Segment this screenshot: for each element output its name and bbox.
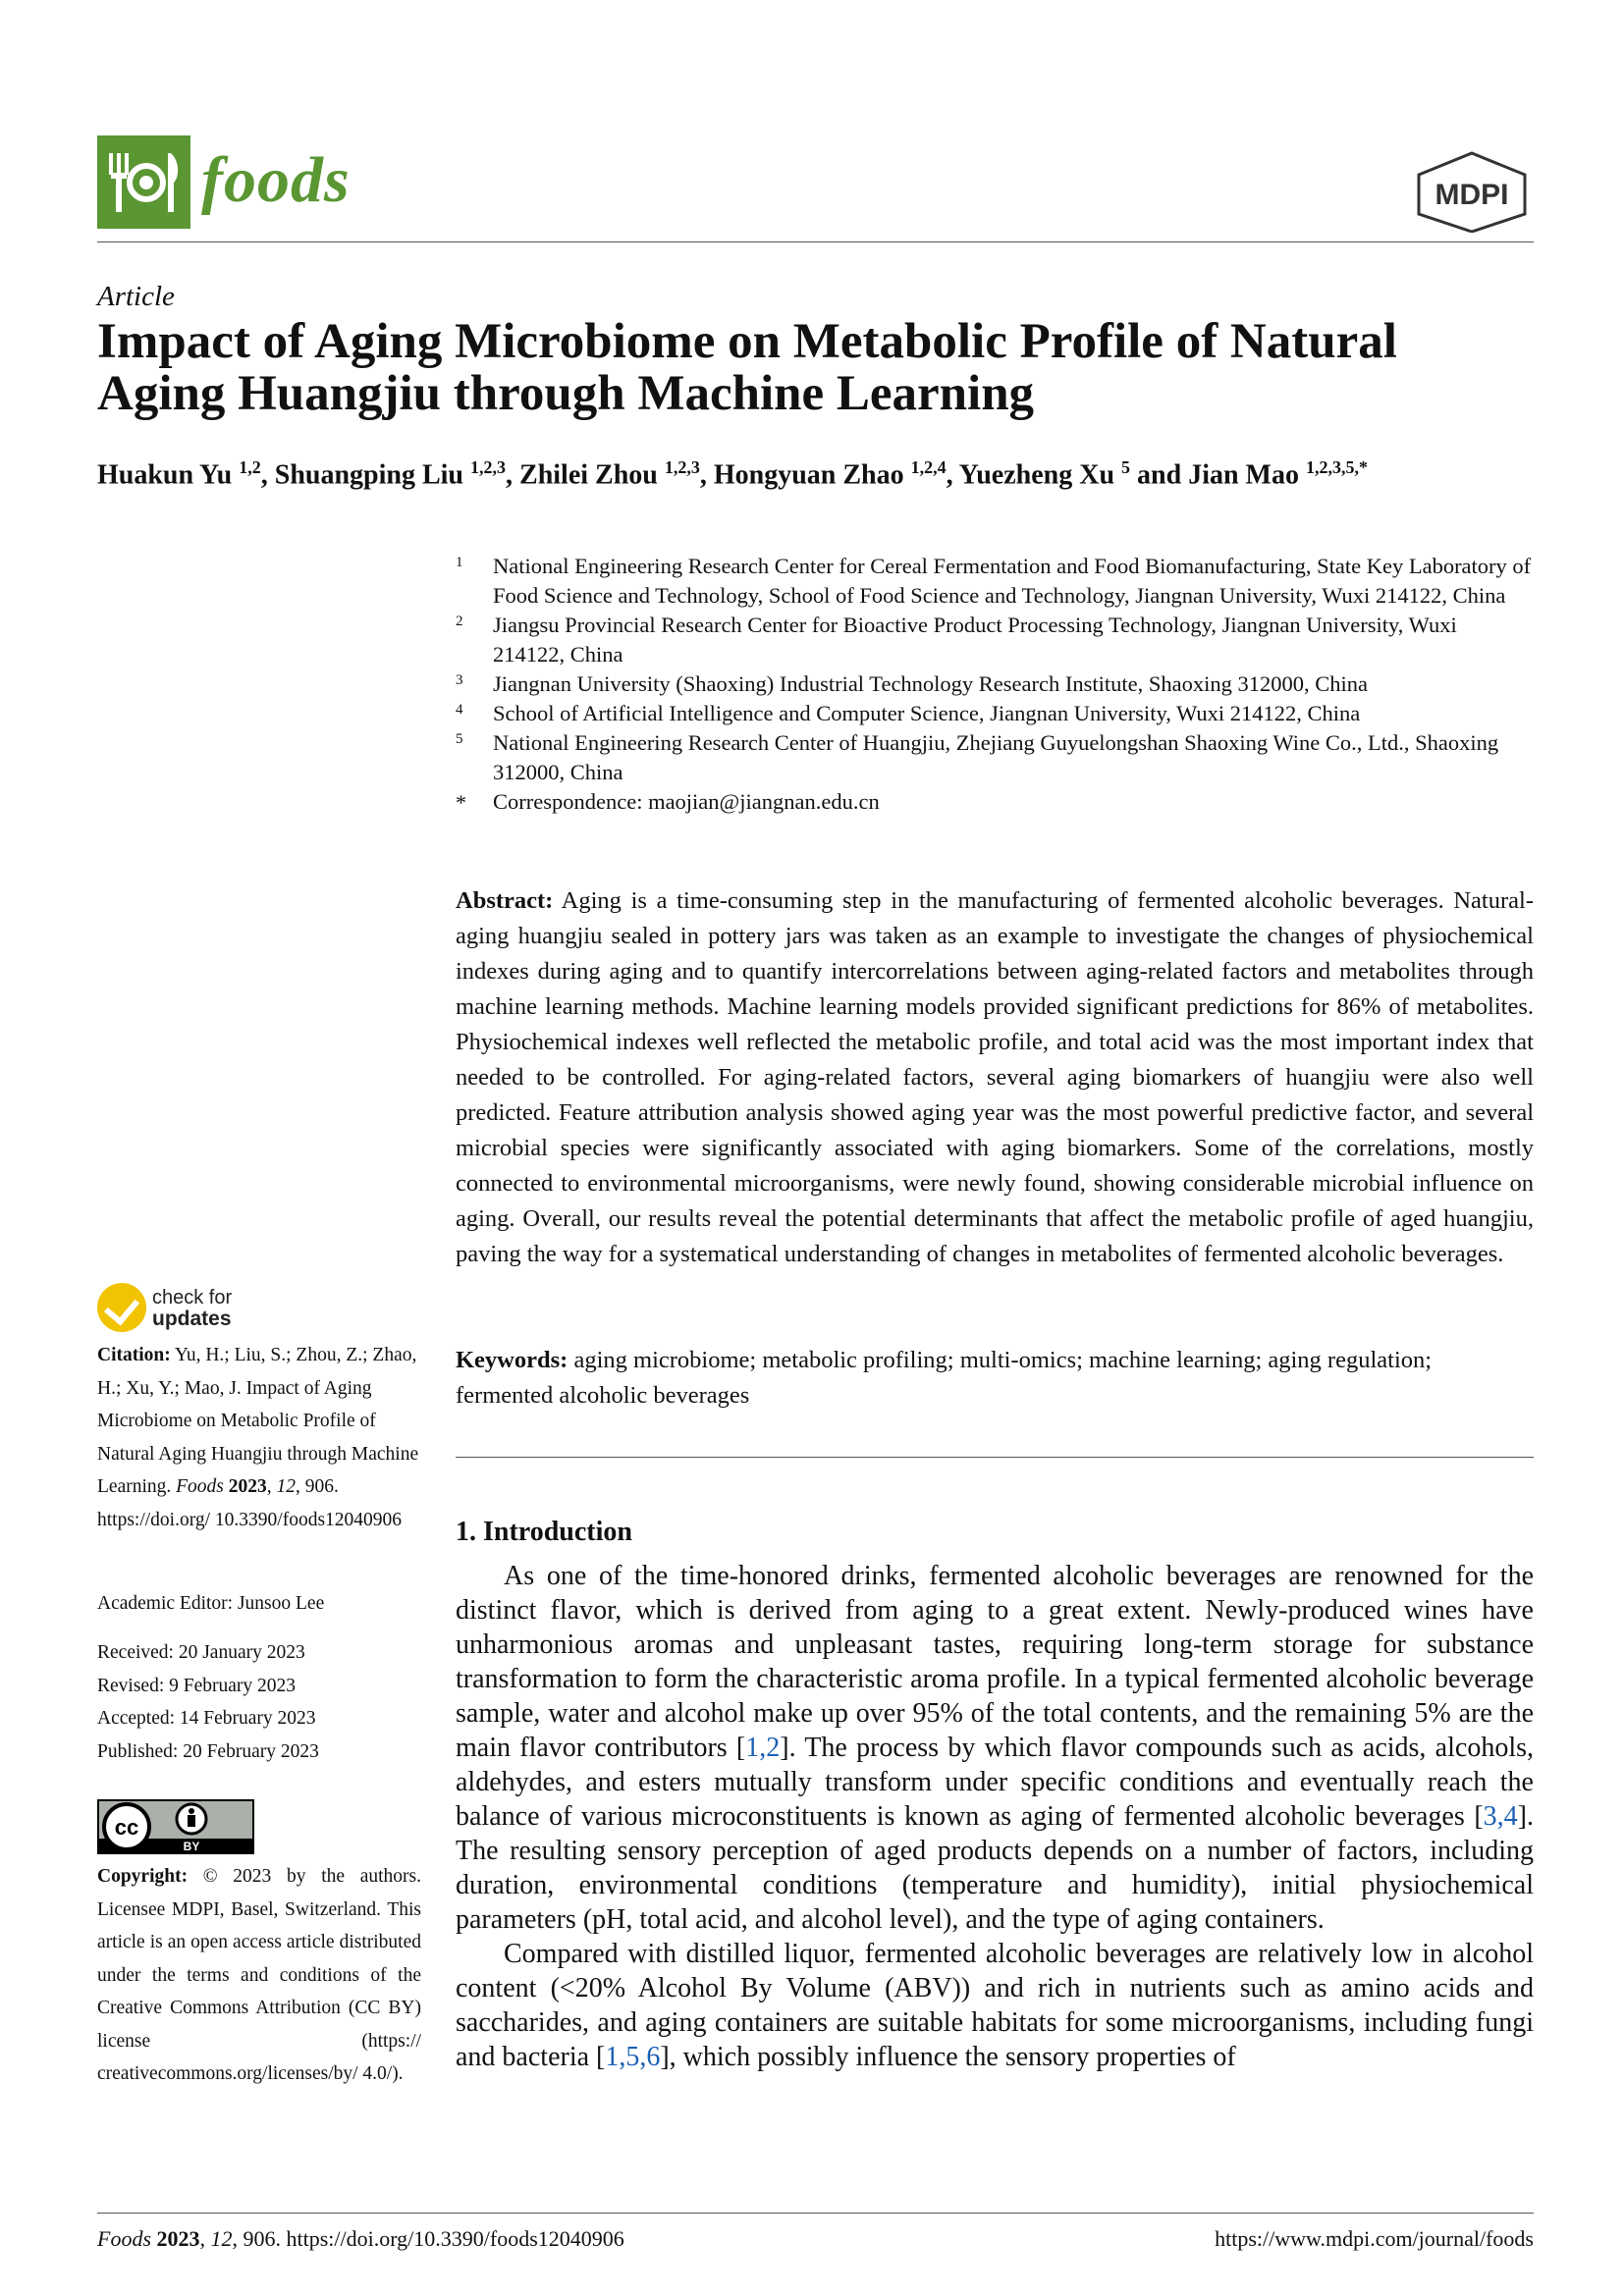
affiliation-item (452, 611, 1534, 669)
date-accepted: Accepted: 14 February 2023 (97, 1708, 316, 1729)
citation-link[interactable]: 1,5,6 (605, 2042, 661, 2072)
paragraph-text: ]. The process by which flavor compounds such as acids, alcohols, aldehydes, and esters mutually transform under specific conditions and eventually reach the balance of various microconstituents is known as aging of fermented alcoholic beverages [ (456, 1733, 1534, 1832)
affiliation-mark: 3 (456, 672, 463, 688)
affiliation-text: Jiangsu Provincial Research Center for Bioactive Product Processing Technology, Jiangnan University, Wuxi 214122, China (493, 613, 1457, 667)
publication-dates (97, 1636, 421, 1768)
author-affil-sup: 1,2,3 (470, 457, 507, 477)
abstract (456, 883, 1534, 1272)
affiliation-list (452, 552, 1534, 817)
author-name: Jian Mao (1188, 459, 1299, 491)
fork-plate-knife-icon (97, 135, 190, 229)
check-for-updates-button[interactable] (97, 1283, 254, 1338)
academic-editor: Academic Editor: Junsoo Lee (97, 1593, 325, 1614)
footer-divider (97, 2213, 1534, 2214)
author-name: Huakun Yu (97, 459, 233, 491)
copyright-label: Copyright: (97, 1866, 189, 1887)
footer-volume: 12 (210, 2226, 233, 2251)
mdpi-logo (1411, 149, 1534, 233)
check-updates-label (152, 1287, 232, 1330)
intro-paragraph (456, 1937, 1534, 2074)
check-updates-line2: updates (152, 1308, 232, 1330)
author-name: Hongyuan Zhao (713, 459, 904, 491)
abstract-text: Aging is a time-consuming step in the manufacturing of fermented alcoholic beverages. Natural-aging huangjiu sealed in pottery jars was taken as an example to investigate the changes of physiochemical indexes during aging and to quantify intercorrelations between aging-related factors and metabolites through machine learning methods. Machine learning models provided significant predictions for 86% of metabolites. Physiochemical indexes well reflected the metabolic profile, and total acid was the most important index that needed to be controlled. For aging-related factors, several aging biomarkers of huangjiu were also well predicted. Feature attribution analysis showed aging year was the most powerful predictive factor, and several microbial species were significantly associated with aging biomarkers. Some of the correlations, mostly connected to environmental microorganisms, were newly found, showing considerable microbial influence on aging. Overall, our results reveal the potential determinants that affect the metabolic profile of aged huangjiu, paving the way for a systematical understanding of changes in metabolites of fermented alcoholic beverages. (456, 887, 1534, 1267)
footer-year: 2023 (156, 2226, 200, 2251)
check-updates-line1: check for (152, 1287, 233, 1308)
affiliation-mark: 5 (456, 731, 463, 747)
author-affil-sup: 1,2,4 (910, 457, 947, 477)
citation-link[interactable]: 3,4 (1483, 1801, 1518, 1832)
footer-journal: Foods (97, 2226, 151, 2251)
paragraph-text: As one of the time-honored drinks, fermented alcoholic beverages are renowned for the distinct flavor, which is derived from aging to a great extent. Newly-produced wines have unharmonious aromas and unpleasant tastes, requiring long-term storage for substance transformation to form the characteristic aroma profile. In a typical fermented alcoholic beverage sample, water and alcohol make up over 95% of the total contents, and the remaining 5% are the main flavor contributors [ (456, 1561, 1534, 1763)
section-divider (456, 1457, 1534, 1458)
svg-text:cc: cc (114, 1815, 139, 1840)
affiliation-item (452, 552, 1534, 611)
citation-text: Yu, H.; Liu, S.; Zhou, Z.; Zhao, H.; Xu, Y.; Mao, J. Impact of Aging Microbiome on Metabolic Profile of Natural Aging Huangjiu through Machine Learning. (97, 1345, 419, 1497)
copyright-notice (97, 1860, 421, 2091)
author-name: Zhilei Zhou (519, 459, 658, 491)
paragraph-text: Compared with distilled liquor, fermented alcoholic beverages are relatively low in alcohol content (<20% Alcohol By Volume (ABV)) and rich in nutrients such as amino acids and saccharides, and aging containers are suitable habitats for some microorganisms, including fungi and bacteria [ (456, 1939, 1534, 2072)
author-list: Huakun Yu $^{1,2}$, Shuangping Liu $^{1,2,3}$, Zhilei Zhou $^{1,2,3}$, Hongyuan Zhao $^{1,2,4}$, Yuezheng Xu $^5$ and Jian Mao $^{1,2,3,5,*}$ (97, 457, 1368, 491)
affiliation-text: National Engineering Research Center of Huangjiu, Zhejiang Guyuelongshan Shaoxing Wine Co., Ltd., Shaoxing 312000, China (493, 730, 1499, 784)
author-affil-sup: 1,2,3,5,* (1305, 457, 1368, 477)
affiliation-text: National Engineering Research Center for Cereal Fermentation and Food Biomanufacturing, State Key Laboratory of Food Science and Technology, School of Food Science and Technology, Jiangnan University, Wuxi 214122, China (493, 554, 1532, 608)
paragraph-text: ]. The resulting sensory perception of aged products depends on a number of factors, including duration, environmental conditions (temperature and humidity), initial physiochemical parameters (pH, total acid, and alcohol level), and the type of aging containers. (456, 1801, 1534, 1935)
abstract-label: Abstract: (456, 887, 554, 914)
header-divider (97, 241, 1534, 242)
license-badge-text: BY (183, 1840, 200, 1853)
footer-citation: Foods 2023, 12, 906. https://doi.org/10.3390/foods12040906 (97, 2226, 624, 2251)
article-title: Impact of Aging Microbiome on Metabolic Profile of Natural Aging Huangjiu through Machine Learning (97, 314, 1397, 421)
author-affil-sup: 1,2,3 (664, 457, 700, 477)
cc-by-license-icon[interactable] (97, 1799, 254, 1854)
article-type: Article (97, 281, 175, 312)
section-heading: 1. Introduction (456, 1517, 632, 1547)
affiliation-mark: 2 (456, 614, 463, 629)
date-received: Received: 20 January 2023 (97, 1642, 305, 1663)
footer-journal-url[interactable]: https://www.mdpi.com/journal/foods (1215, 2226, 1534, 2251)
intro-paragraph (456, 1559, 1534, 1937)
affiliation-item (452, 699, 1534, 728)
affiliation-item (452, 669, 1534, 699)
affiliation-mark: * (456, 790, 466, 815)
citation-link[interactable]: 1,2 (745, 1733, 781, 1763)
checkmark-icon (97, 1283, 146, 1332)
correspondence (452, 787, 1534, 817)
citation-label: Citation: (97, 1345, 171, 1365)
copyright-text: © 2023 by the authors. Licensee MDPI, Basel, Switzerland. This article is an open access article distributed under the terms and conditions of the Creative Commons Attribution (CC BY) license (https:// creativecommons.org/licenses/by/ 4.0/). (97, 1866, 422, 2084)
author-name: Yuezheng Xu (958, 459, 1115, 491)
affiliation-text: Jiangnan University (Shaoxing) Industrial Technology Research Institute, Shaoxing 312000, China (493, 671, 1368, 696)
journal-name: foods (201, 144, 351, 216)
keywords-text: aging microbiome; metabolic profiling; multi-omics; machine learning; aging regulation; fermented alcoholic beverages (456, 1347, 1433, 1409)
author-affil-sup: 5 (1121, 457, 1131, 477)
date-revised: Revised: 9 February 2023 (97, 1675, 297, 1696)
mdpi-logo-text: MDPI (1435, 179, 1509, 211)
journal-logo (97, 135, 190, 229)
citation-block: Citation: Yu, H.; Liu, S.; Zhou, Z.; Zhao, H.; Xu, Y.; Mao, J. Impact of Aging Microbiome on Metabolic Profile of Natural Aging Huangjiu through Machine Learning. Foods 2023, 12, 906. https://doi.org/ 10.3390/foods12040906 (97, 1345, 419, 1530)
keywords (456, 1343, 1534, 1414)
affiliation-mark: 4 (456, 702, 463, 718)
author-affil-sup: 1,2 (239, 457, 261, 477)
keywords-label: Keywords: (456, 1347, 568, 1373)
introduction-body (456, 1559, 1534, 2074)
citation-year: 2023 (228, 1476, 267, 1497)
author-name: Shuangping Liu (274, 459, 464, 491)
citation-journal: Foods (176, 1476, 224, 1497)
affiliation-mark: 1 (456, 555, 463, 570)
paragraph-text: ], which possibly influence the sensory properties of (660, 2042, 1236, 2072)
footer-doi[interactable]: , 906. https://doi.org/10.3390/foods12040906 (232, 2226, 624, 2251)
date-published: Published: 20 February 2023 (97, 1740, 319, 1762)
citation-volume: 12 (276, 1476, 297, 1497)
citation-doi[interactable]: , 906. https://doi.org/ 10.3390/foods12040906 (97, 1476, 403, 1530)
affiliation-text: School of Artificial Intelligence and Computer Science, Jiangnan University, Wuxi 214122, China (493, 701, 1361, 725)
affiliation-item (452, 728, 1534, 787)
correspondence-text[interactable]: Correspondence: maojian@jiangnan.edu.cn (493, 789, 880, 814)
